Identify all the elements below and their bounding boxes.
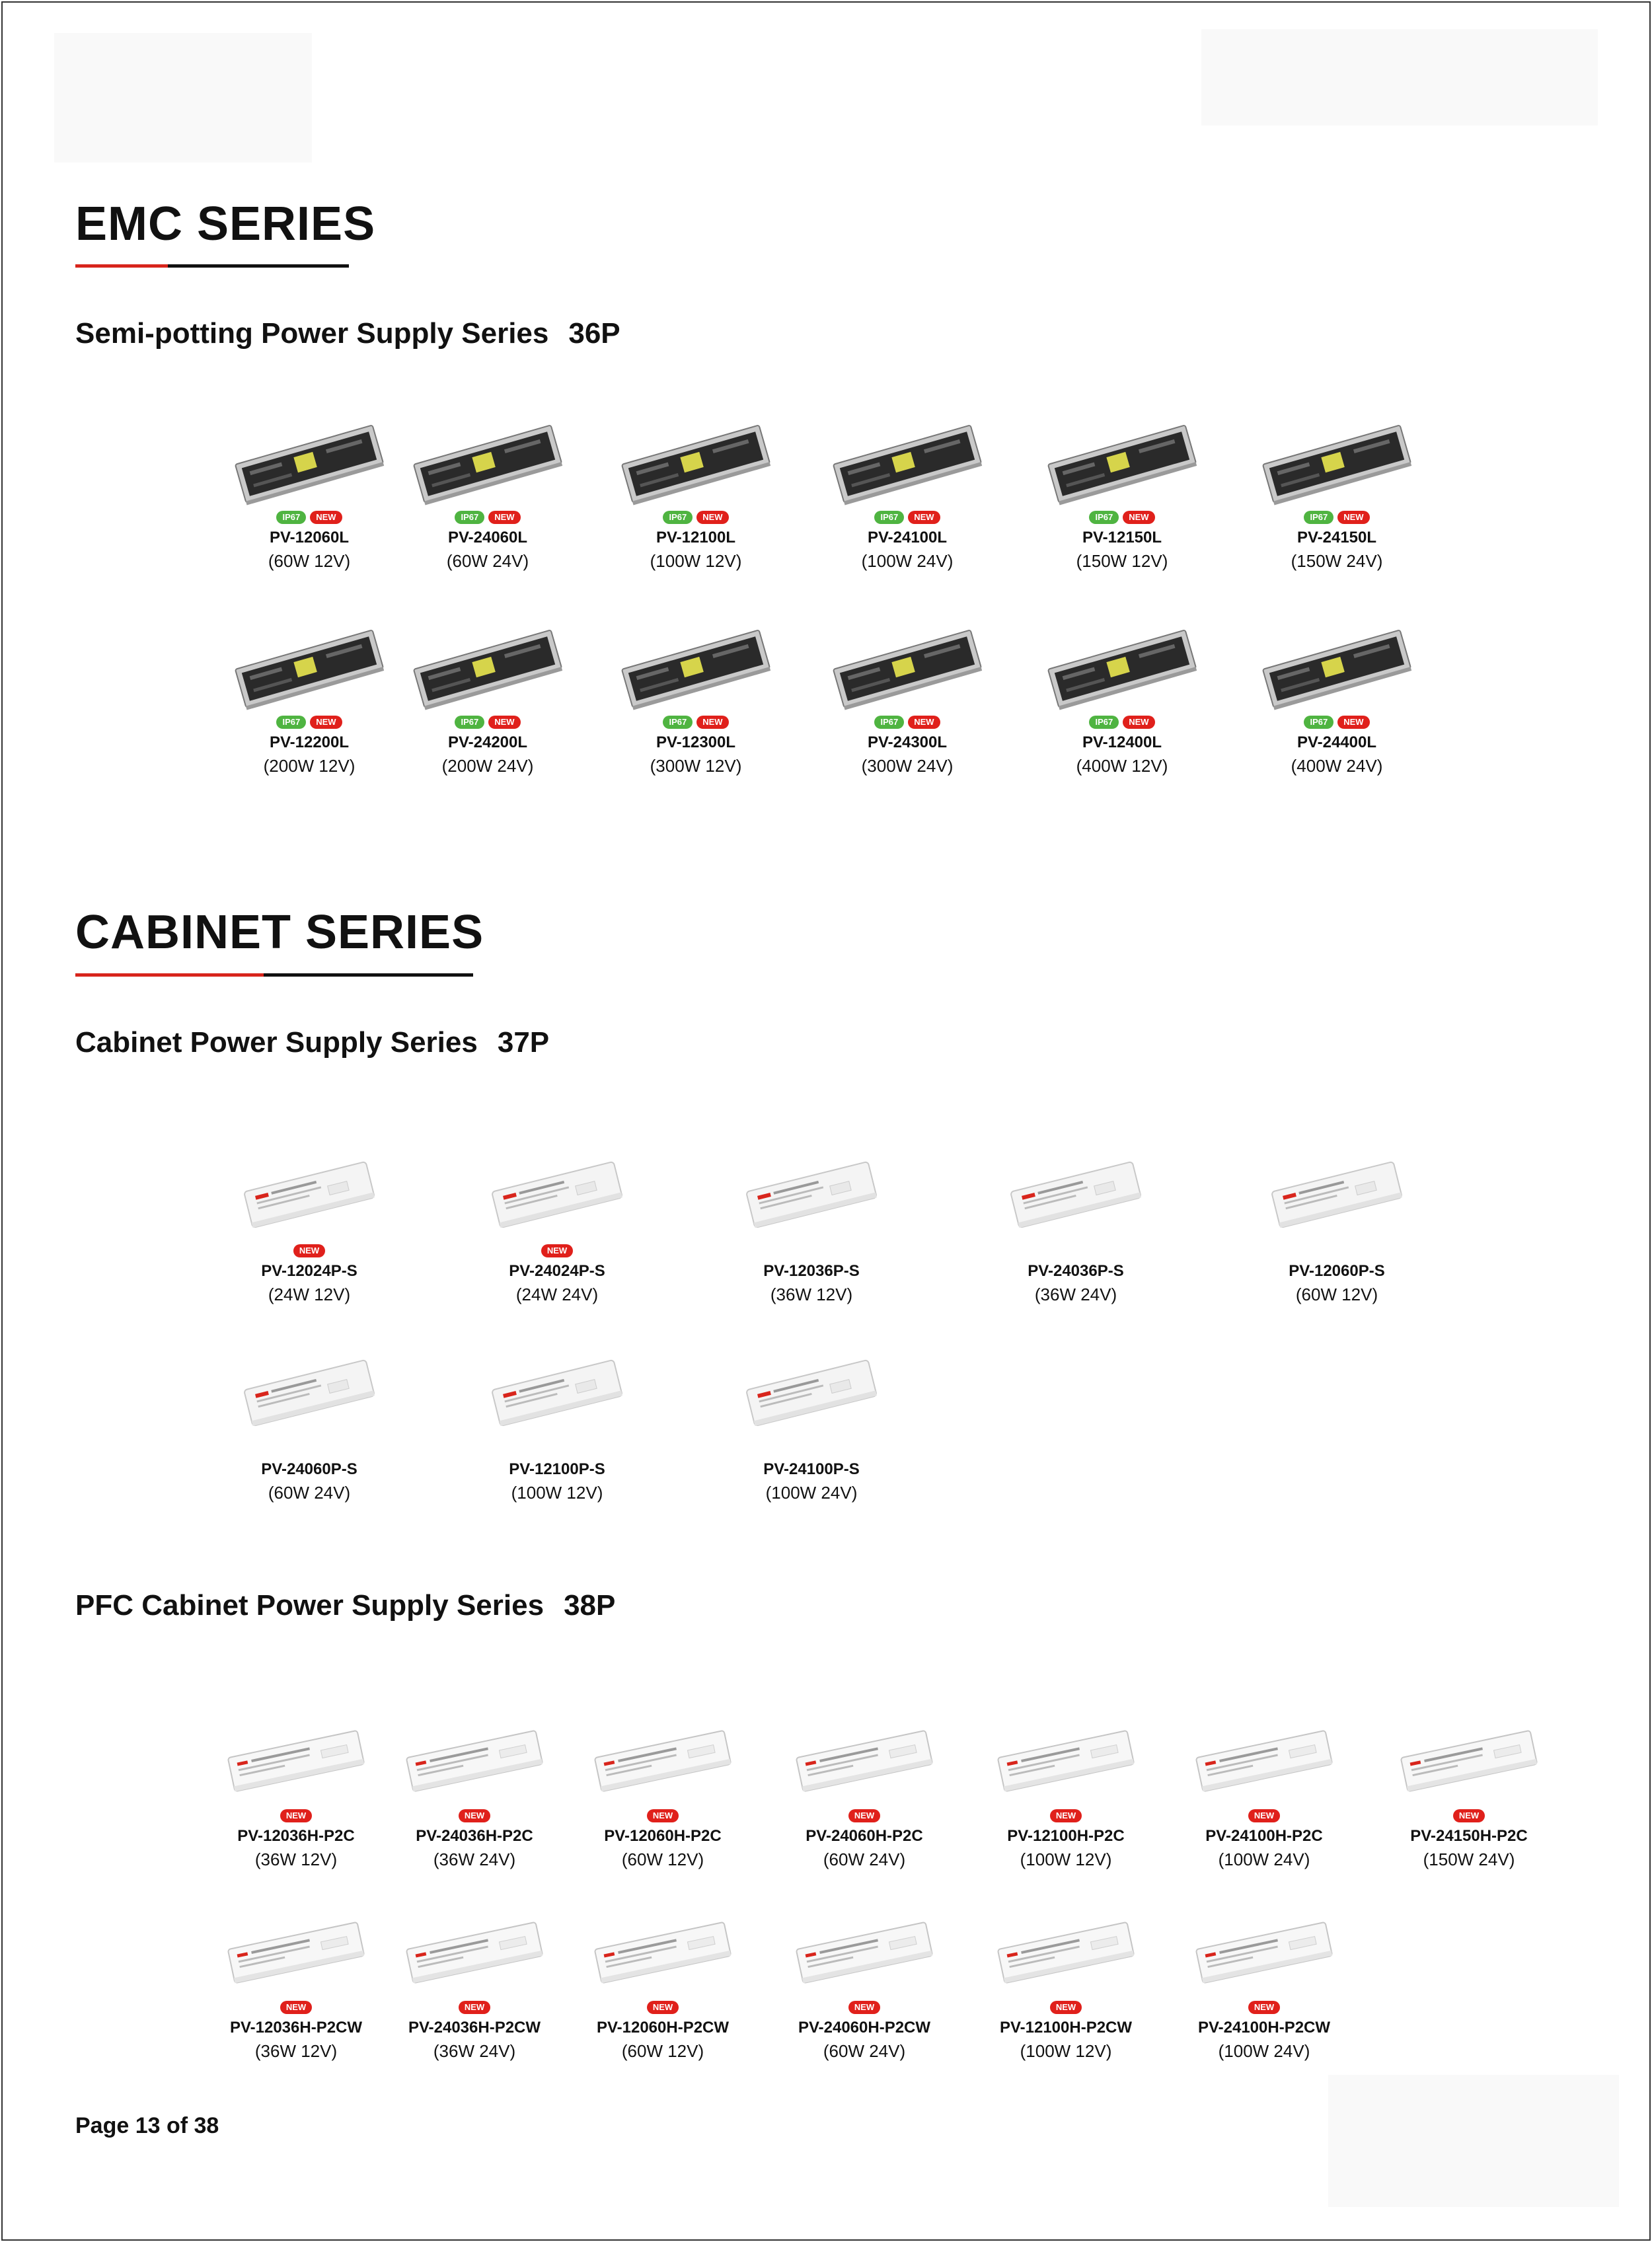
- emc-series-heading: EMC SERIES: [75, 198, 376, 250]
- emc-product[interactable]: [1228, 410, 1446, 572]
- product-image: [379, 410, 597, 509]
- product-spec: (100W 24V): [1218, 1850, 1310, 1869]
- semi-potting-psu-image: [1039, 410, 1205, 509]
- new-badge: NEW: [908, 511, 940, 524]
- product-image: [1155, 1708, 1373, 1807]
- product-image: [1360, 1708, 1578, 1807]
- product-image: [554, 1708, 772, 1807]
- cabinet-psu-image: [729, 1143, 894, 1242]
- product-image: [554, 1900, 772, 1999]
- product-model: PV-24100P-S: [763, 1460, 860, 1478]
- emc-product[interactable]: [1228, 615, 1446, 776]
- pfc-cabinet-psu-image: [1182, 1708, 1347, 1807]
- emc-page-ref: 36P: [568, 317, 620, 350]
- product-model: PV-24024P-S: [509, 1262, 605, 1280]
- ip67-badge: IP67: [663, 716, 693, 729]
- pfc-product[interactable]: [755, 1708, 973, 1870]
- product-badges: [379, 509, 597, 526]
- emc-subtitle: [75, 317, 620, 350]
- product-model: PV-24060P-S: [261, 1460, 357, 1478]
- product-model: PV-12100L: [656, 529, 736, 546]
- pfc-cabinet-psu-image: [1182, 1900, 1347, 1999]
- product-image: [957, 1708, 1175, 1807]
- product-spec: (60W 12V): [621, 1850, 704, 1869]
- semi-potting-psu-image: [227, 615, 392, 714]
- product-spec: (400W 24V): [1291, 756, 1383, 776]
- pfc-cabinet-psu-image: [392, 1900, 557, 1999]
- product-spec: (100W 24V): [765, 1483, 858, 1503]
- cabinet-product[interactable]: [200, 1143, 418, 1305]
- emc-subtitle-text: Semi-potting Power Supply Series: [75, 317, 549, 350]
- product-spec: (100W 24V): [1218, 2041, 1310, 2061]
- ip67-badge: IP67: [455, 511, 484, 524]
- new-badge: NEW: [1337, 511, 1369, 524]
- semi-potting-psu-image: [1254, 615, 1419, 714]
- pfc-cabinet-psu-image: [580, 1900, 745, 1999]
- new-badge: NEW: [1050, 2001, 1082, 2014]
- product-badges: [1360, 1807, 1578, 1824]
- product-spec: (150W 24V): [1291, 551, 1383, 571]
- new-badge: NEW: [280, 2001, 312, 2014]
- product-spec: (36W 12V): [254, 2041, 338, 2061]
- product-badges: [200, 1440, 418, 1458]
- pfc-product[interactable]: [1155, 1708, 1373, 1870]
- page-number: Page 13 of 38: [75, 2113, 219, 2138]
- ip67-badge: IP67: [1304, 511, 1333, 524]
- cabinet-psu-image: [227, 1341, 392, 1440]
- product-badges: [798, 509, 1016, 526]
- product-model: PV-12060P-S: [1289, 1262, 1385, 1280]
- product-model: PV-24100H-P2C: [1205, 1827, 1323, 1845]
- product-spec: (24W 12V): [268, 1285, 351, 1304]
- product-badges: [200, 1242, 418, 1259]
- product-model: PV-12024P-S: [261, 1262, 357, 1280]
- product-badges: [1228, 1242, 1446, 1259]
- cabinet-heading-rule: [75, 973, 473, 977]
- cabinet-psu-image: [729, 1341, 894, 1440]
- pfc-cabinet-psu-image: [983, 1900, 1148, 1999]
- emc-product[interactable]: [587, 615, 805, 776]
- semi-potting-psu-image: [613, 410, 778, 509]
- new-badge: NEW: [1123, 716, 1154, 729]
- product-badges: [379, 714, 597, 731]
- product-spec: (400W 12V): [1076, 756, 1168, 776]
- cabinet-product[interactable]: [1228, 1143, 1446, 1305]
- pfc-product[interactable]: [957, 1900, 1175, 2062]
- product-image: [1013, 410, 1231, 509]
- product-image: [448, 1143, 666, 1242]
- semi-potting-psu-image: [613, 615, 778, 714]
- pfc-page-ref: 38P: [564, 1589, 616, 1622]
- product-model: PV-24150H-P2C: [1410, 1827, 1528, 1845]
- product-image: [1228, 410, 1446, 509]
- cabinet-series-heading: CABINET SERIES: [75, 906, 484, 959]
- product-model: PV-12300L: [656, 733, 736, 751]
- new-badge: NEW: [1337, 716, 1369, 729]
- new-badge: NEW: [459, 2001, 490, 2014]
- pfc-cabinet-psu-image: [213, 1708, 379, 1807]
- semi-potting-psu-image: [825, 615, 990, 714]
- product-spec: (150W 12V): [1076, 551, 1168, 571]
- product-model: PV-12100P-S: [509, 1460, 605, 1478]
- product-badges: [967, 1242, 1185, 1259]
- pfc-product[interactable]: [755, 1900, 973, 2062]
- product-spec: (36W 24V): [433, 2041, 516, 2061]
- cabinet-product[interactable]: [448, 1143, 666, 1305]
- product-spec: (36W 24V): [1034, 1285, 1117, 1304]
- product-image: [1013, 615, 1231, 714]
- cabinet-psu-image: [993, 1143, 1158, 1242]
- new-badge: NEW: [908, 716, 940, 729]
- product-badges: [1228, 509, 1446, 526]
- product-image: [1155, 1900, 1373, 1999]
- product-spec: (100W 12V): [1020, 2041, 1112, 2061]
- product-image: [702, 1143, 920, 1242]
- new-badge: NEW: [293, 1244, 325, 1257]
- product-image: [365, 1900, 583, 1999]
- product-spec: (60W 24V): [823, 1850, 906, 1869]
- product-spec: (60W 12V): [1295, 1285, 1378, 1304]
- cabinet-psu-image: [474, 1143, 640, 1242]
- cabinet-product[interactable]: [702, 1143, 920, 1305]
- product-badges: [365, 1807, 583, 1824]
- product-image: [798, 615, 1016, 714]
- product-spec: (300W 12V): [650, 756, 742, 776]
- emc-product[interactable]: [587, 410, 805, 572]
- cabinet-subtitle: [75, 1026, 549, 1059]
- pfc-subtitle-text: PFC Cabinet Power Supply Series: [75, 1589, 544, 1622]
- pfc-cabinet-psu-image: [782, 1708, 947, 1807]
- semi-potting-psu-image: [405, 410, 570, 509]
- cabinet-page-ref: 37P: [497, 1026, 550, 1059]
- product-badges: [755, 1807, 973, 1824]
- ip67-badge: IP67: [874, 716, 904, 729]
- new-badge: NEW: [488, 511, 520, 524]
- emc-product[interactable]: [379, 615, 597, 776]
- product-badges: [554, 1999, 772, 2016]
- product-image: [967, 1143, 1185, 1242]
- cabinet-psu-image: [1254, 1143, 1419, 1242]
- new-badge: NEW: [488, 716, 520, 729]
- product-image: [755, 1900, 973, 1999]
- emc-heading-rule: [75, 264, 349, 268]
- cabinet-product[interactable]: [967, 1143, 1185, 1305]
- product-model: PV-12060H-P2C: [604, 1827, 722, 1845]
- ip67-badge: IP67: [1089, 511, 1119, 524]
- ip67-badge: IP67: [1089, 716, 1119, 729]
- product-badges: [365, 1999, 583, 2016]
- ip67-badge: IP67: [455, 716, 484, 729]
- product-spec: (300W 24V): [861, 756, 954, 776]
- semi-potting-psu-image: [1039, 615, 1205, 714]
- pfc-product[interactable]: [1155, 1900, 1373, 2062]
- product-spec: (100W 12V): [650, 551, 742, 571]
- product-badges: [755, 1999, 973, 2016]
- product-spec: (36W 24V): [433, 1850, 516, 1869]
- product-model: PV-12150L: [1082, 529, 1162, 546]
- new-badge: NEW: [1453, 1809, 1485, 1822]
- product-image: [587, 615, 805, 714]
- new-badge: NEW: [310, 511, 342, 524]
- ip67-badge: IP67: [276, 716, 306, 729]
- product-spec: (150W 24V): [1423, 1850, 1515, 1869]
- ip67-badge: IP67: [874, 511, 904, 524]
- product-spec: (60W 24V): [823, 2041, 906, 2061]
- product-badges: [1155, 1999, 1373, 2016]
- product-image: [587, 410, 805, 509]
- product-badges: [957, 1999, 1175, 2016]
- product-badges: [702, 1242, 920, 1259]
- pfc-product[interactable]: [554, 1900, 772, 2062]
- product-badges: [587, 714, 805, 731]
- product-spec: (100W 24V): [861, 551, 954, 571]
- pfc-cabinet-psu-image: [392, 1708, 557, 1807]
- new-badge: NEW: [1123, 511, 1154, 524]
- product-spec: (36W 12V): [770, 1285, 853, 1304]
- product-image: [200, 1143, 418, 1242]
- cabinet-psu-image: [227, 1143, 392, 1242]
- header-logo-placeholder: [54, 33, 312, 163]
- product-spec: (100W 12V): [1020, 1850, 1112, 1869]
- pfc-product[interactable]: [554, 1708, 772, 1870]
- product-model: PV-12100H-P2CW: [999, 2019, 1133, 2036]
- pfc-cabinet-psu-image: [580, 1708, 745, 1807]
- product-model: PV-24300L: [867, 733, 948, 751]
- product-model: PV-12060H-P2CW: [596, 2019, 730, 2036]
- product-spec: (24W 24V): [515, 1285, 599, 1304]
- product-spec: (36W 12V): [254, 1850, 338, 1869]
- new-badge: NEW: [541, 1244, 573, 1257]
- product-badges: [1228, 714, 1446, 731]
- new-badge: NEW: [280, 1809, 312, 1822]
- product-spec: (60W 24V): [268, 1483, 351, 1503]
- product-badges: [957, 1807, 1175, 1824]
- product-badges: [587, 509, 805, 526]
- emc-product[interactable]: [1013, 410, 1231, 572]
- product-model: PV-24060H-P2CW: [798, 2019, 931, 2036]
- new-badge: NEW: [696, 511, 728, 524]
- emc-product[interactable]: [798, 410, 1016, 572]
- product-badges: [1013, 714, 1231, 731]
- product-model: PV-12036H-P2C: [237, 1827, 355, 1845]
- semi-potting-psu-image: [405, 615, 570, 714]
- product-model: PV-12100H-P2C: [1007, 1827, 1125, 1845]
- footer-brand-placeholder: [1328, 2075, 1619, 2207]
- product-model: PV-24060H-P2C: [806, 1827, 923, 1845]
- cabinet-psu-image: [474, 1341, 640, 1440]
- product-spec: (60W 12V): [621, 2041, 704, 2061]
- product-spec: (200W 12V): [263, 756, 356, 776]
- product-model: PV-24036H-P2C: [416, 1827, 533, 1845]
- new-badge: NEW: [647, 2001, 679, 2014]
- cabinet-subtitle-text: Cabinet Power Supply Series: [75, 1026, 478, 1059]
- product-image: [379, 615, 597, 714]
- product-image: [365, 1708, 583, 1807]
- pfc-cabinet-psu-image: [983, 1708, 1148, 1807]
- product-model: PV-24100H-P2CW: [1197, 2019, 1331, 2036]
- product-model: PV-12036H-P2CW: [229, 2019, 363, 2036]
- new-badge: NEW: [848, 2001, 880, 2014]
- pfc-cabinet-psu-image: [1386, 1708, 1552, 1807]
- new-badge: NEW: [1248, 1809, 1280, 1822]
- product-image: [957, 1900, 1175, 1999]
- product-badges: [1013, 509, 1231, 526]
- new-badge: NEW: [1248, 2001, 1280, 2014]
- product-badges: [702, 1440, 920, 1458]
- product-model: PV-24400L: [1296, 733, 1377, 751]
- new-badge: NEW: [647, 1809, 679, 1822]
- product-spec: (200W 24V): [441, 756, 534, 776]
- new-badge: NEW: [696, 716, 728, 729]
- pfc-subtitle: [75, 1589, 615, 1622]
- pfc-cabinet-psu-image: [213, 1900, 379, 1999]
- new-badge: NEW: [459, 1809, 490, 1822]
- emc-product[interactable]: [379, 410, 597, 572]
- product-badges: [1155, 1807, 1373, 1824]
- new-badge: NEW: [848, 1809, 880, 1822]
- emc-product[interactable]: [1013, 615, 1231, 776]
- semi-potting-psu-image: [1254, 410, 1419, 509]
- product-badges: [554, 1807, 772, 1824]
- header-brand-placeholder: [1201, 29, 1598, 126]
- semi-potting-psu-image: [825, 410, 990, 509]
- pfc-product[interactable]: [957, 1708, 1175, 1870]
- pfc-product[interactable]: [365, 1900, 583, 2062]
- product-model: PV-24036P-S: [1028, 1262, 1124, 1280]
- product-model: PV-24100L: [867, 529, 948, 546]
- cabinet-product[interactable]: [448, 1341, 666, 1503]
- emc-product[interactable]: [798, 615, 1016, 776]
- product-spec: (100W 12V): [511, 1483, 603, 1503]
- ip67-badge: IP67: [276, 511, 306, 524]
- product-model: PV-12400L: [1082, 733, 1162, 751]
- product-model: PV-24036H-P2CW: [408, 2019, 541, 2036]
- product-spec: (60W 12V): [268, 551, 351, 571]
- product-badges: [448, 1440, 666, 1458]
- product-model: PV-12060L: [269, 529, 350, 546]
- ip67-badge: IP67: [663, 511, 693, 524]
- product-model: PV-24200L: [447, 733, 528, 751]
- product-image: [1228, 615, 1446, 714]
- product-model: PV-12036P-S: [763, 1262, 860, 1280]
- product-image: [702, 1341, 920, 1440]
- semi-potting-psu-image: [227, 410, 392, 509]
- product-badges: [798, 714, 1016, 731]
- product-image: [200, 1341, 418, 1440]
- product-image: [1228, 1143, 1446, 1242]
- product-image: [755, 1708, 973, 1807]
- cabinet-product[interactable]: [702, 1341, 920, 1503]
- ip67-badge: IP67: [1304, 716, 1333, 729]
- product-model: PV-12200L: [269, 733, 350, 751]
- product-badges: [448, 1242, 666, 1259]
- product-model: PV-24060L: [447, 529, 528, 546]
- product-spec: (60W 24V): [446, 551, 529, 571]
- new-badge: NEW: [310, 716, 342, 729]
- product-image: [448, 1341, 666, 1440]
- product-model: PV-24150L: [1296, 529, 1377, 546]
- new-badge: NEW: [1050, 1809, 1082, 1822]
- pfc-cabinet-psu-image: [782, 1900, 947, 1999]
- pfc-product[interactable]: [365, 1708, 583, 1870]
- cabinet-product[interactable]: [200, 1341, 418, 1503]
- pfc-product[interactable]: [1360, 1708, 1578, 1870]
- product-image: [798, 410, 1016, 509]
